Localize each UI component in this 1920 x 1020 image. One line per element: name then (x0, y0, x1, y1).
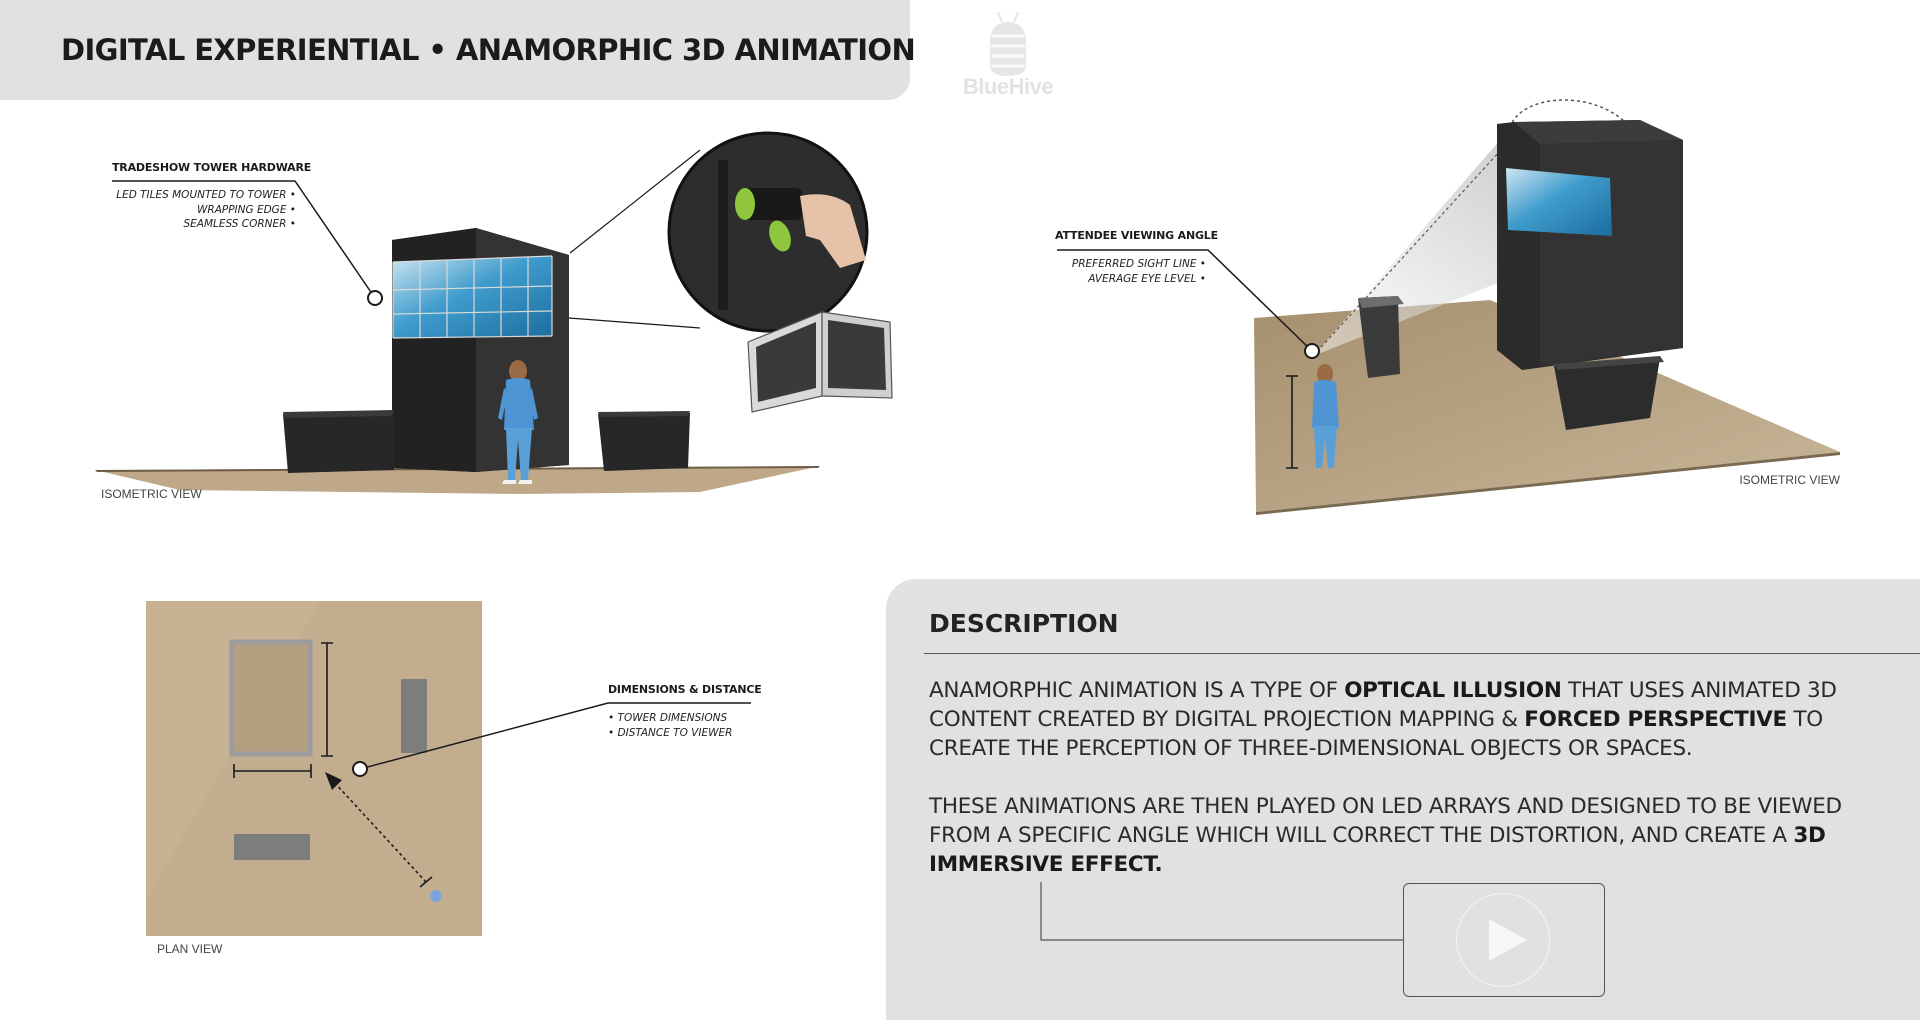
plan-viewer-figure (430, 890, 442, 902)
callout-item: SEAMLESS CORNER • (183, 218, 296, 230)
plan-counter-2 (234, 834, 310, 860)
right-led-screen (1506, 168, 1612, 236)
callout-item: WRAPPING EDGE • (197, 203, 296, 216)
callout-item: PREFERRED SIGHT LINE • (1071, 258, 1206, 270)
right-isometric-illustration (1057, 100, 1840, 515)
callout-item: AVERAGE EYE LEVEL • (1088, 272, 1206, 285)
plan-counter-1 (401, 679, 427, 753)
view-label-plan: PLAN VIEW (157, 942, 223, 956)
description-paragraph-1: ANAMORPHIC ANIMATION IS A TYPE OF OPTICAL ILLUSION THAT USES ANIMATED 3D CONTENT CREATED BY DIGITAL PROJECTION MAPPING & FORCED PERSPECTIVE TO CREATE THE PERCEPTION OF THREE-DIMENSIONAL OBJECTS OR SPACES. (929, 678, 1837, 761)
logo-text: BlueHive (962, 74, 1054, 99)
callout-title-dimensions: DIMENSIONS & DISTANCE (608, 683, 762, 696)
view-label-right: ISOMETRIC VIEW (1739, 473, 1840, 487)
left-counter-1 (283, 410, 394, 473)
callout-title-viewing: ATTENDEE VIEWING ANGLE (1055, 229, 1218, 242)
callout-items-viewing (1000, 257, 1206, 286)
divider (924, 653, 1920, 654)
right-tower (1497, 120, 1683, 370)
callout-item: • DISTANCE TO VIEWER (608, 726, 733, 739)
left-led-screen (393, 256, 552, 338)
plan-tower (232, 642, 310, 754)
play-icon[interactable] (1489, 919, 1527, 961)
callout-title-tower: TRADESHOW TOWER HARDWARE (112, 161, 312, 174)
description-heading: DESCRIPTION (929, 609, 1119, 638)
detail-bubble (669, 133, 867, 331)
left-counter-2 (598, 411, 690, 471)
view-label-left: ISOMETRIC VIEW (101, 487, 202, 501)
video-connector-line (1040, 882, 1404, 942)
plan-view-illustration (146, 601, 751, 936)
callout-items-tower (100, 188, 296, 232)
callout-items-dimensions (608, 711, 732, 740)
description-paragraph-2: THESE ANIMATIONS ARE THEN PLAYED ON LED ARRAYS AND DESIGNED TO BE VIEWED FROM A SPECIFIC ANGLE WHICH WILL CORRECT THE DISTORTION, AND CREATE A 3D IMMERSIVE EFFECT. (929, 794, 1842, 877)
callout-item: LED TILES MOUNTED TO TOWER • (116, 189, 296, 201)
page-title: DIGITAL EXPERIENTIAL • ANAMORPHIC 3D ANIMATION (61, 33, 916, 67)
callout-item: • TOWER DIMENSIONS (608, 712, 728, 724)
